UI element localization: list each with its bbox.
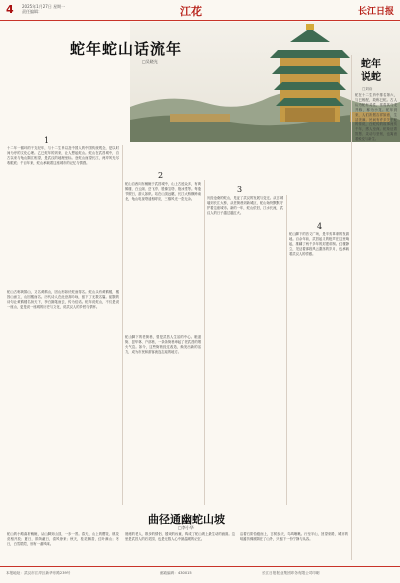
- sidebar-title: [354, 58, 388, 84]
- sidebar-byline: □刘诗: [362, 87, 373, 91]
- section-number-2: 2: [158, 171, 164, 180]
- article-title: 蛇年蛇山话流年: [70, 40, 183, 58]
- column-divider-3: [286, 195, 287, 505]
- footer-right: 长江日报报业集团印务有限公司印刷: [262, 571, 320, 575]
- section-title: 江花: [180, 5, 202, 18]
- column-2-text-top: 蛇山自西向东蜿蜒于武昌城中，山上古迹众多，有黄鹤楼、白云阁、岳飞亭、胜像宝塔、抱冰堂等。每逢节假日，游人如织。站在山顶远眺，长江大桥横跨南北，龟山电视塔遥相呼应，三镇风光一览无余。: [125, 182, 201, 201]
- column-2-text-bottom: 蛇山脚下的老街巷，曾是武昌人生活的中心。粮道街、昙华林、户部巷，一条条街巷串起了老武昌的烟火气息。如今，这些街巷经过改造，焕发出新的活力，成为市民和游客流连忘返的地方。: [125, 335, 201, 354]
- column-divider-1: [122, 145, 123, 505]
- sidebar-title-line-2: 说蛇: [361, 72, 381, 83]
- bottom-column-2: 晨练的老人、散步的情侣、嬉戏的孩童，构成了蛇山坡上最生动的画面。这里是武昌人的后花园，也是无数人心中最温暖的记忆。: [125, 532, 235, 541]
- page-footer: [0, 566, 400, 583]
- newspaper-name: 长江日报: [357, 7, 394, 17]
- section-number-3: 3: [237, 185, 243, 194]
- page-number: 4: [6, 3, 14, 16]
- date-line: [22, 4, 65, 14]
- footer-left: 本报地址：武汉市江岸区新华东路239号: [6, 571, 71, 575]
- column-divider-2: [204, 180, 205, 505]
- column-4-text: 蛇山脚下的首义广场，是辛亥革命的发源地。百余年前，武昌起义的枪声在这里响起，推翻了两千多年的封建帝制。红楼静立，见证着那段风云激荡的岁月，也承载着武汉人的骄傲。: [289, 232, 349, 256]
- page-header: [0, 0, 400, 22]
- column-1-text-top: 十二年一循环的干支纪年，与十二生肖以及中国人的中国传统观念，是以时间为序的文化心理。乙巳蛇年的到来，让人想起蛇山。蛇山在武昌城中，自古以来与龟山隔江相望，是武汉的地理坐标。登蛇山而望长江，两岸风光尽收眼底；千百年来，蛇山承载着这座城市的记忆与情感。: [7, 146, 119, 165]
- sidebar-text: 蛇在十二生肖中排名第六，与巳相配，故称巳蛇。古人认为蛇有灵性，常将其与龙并称，称为小龙。蛇年到来，人们祈愿吉祥如意，生活美满。民间有许多关于蛇的传说，白蛇传的故事流传千年，感人至深。蛇象征着智慧、灵动与坚韧，也寓意着蜕变与新生。: [355, 93, 397, 142]
- header-rule: [0, 20, 400, 21]
- bottom-article-byline: □李小华: [178, 525, 194, 530]
- section-number-4: 4: [317, 222, 323, 231]
- bottom-column-3: 沿着石阶拾级而上，古树参天，鸟鸣啾啾。行至半山，回望来路，城市的喧嚣仿佛被隔在了山外，只留下一份宁静与从容。: [240, 532, 348, 541]
- date-line-2: 责任编辑：: [22, 9, 42, 14]
- footer-rule: [0, 566, 400, 567]
- bottom-column-1: 蛇山的小路曲折蜿蜒，从山脚到山顶，一步一景。春天，山上的樱花、桃花竞相开放；夏日，浓荫蔽日，清风徐来；秋天，桂花飘香，红叶满山；冬日，白雪皑皑，别有一番风味。: [7, 532, 119, 546]
- sidebar-divider: [351, 55, 352, 560]
- sidebar-title-line-1: 蛇年: [361, 59, 381, 70]
- footer-middle: 邮政编码：430015: [160, 571, 192, 575]
- date-line-1: 2025年1月27日 星期一: [22, 4, 66, 9]
- column-3-text: 历经沧桑的蛇山，见证了武汉的发展与变迁。从古城墙到长江大桥，从老街巷到新城区，蛇山始终默默守护着这座城市。新的一年，蛇山依旧，江水长流，武汉人的日子越过越红火。: [207, 196, 283, 215]
- column-1-text-bottom: 蛇山古称黄鹄山，又名黄鹤山，因山形如伏蛇而得名。蛇山头有黄鹤楼，楼因山而立，山因楼而名。历代诗人在此登高吟咏，留下了无数名篇。崔颢的诗句让黄鹤楼名扬天下，李白搁笔而去，传为佳话。蛇年说蛇山，不仅是说一座山，更是说一座城的历史与文化，说武汉人的乡愁与情怀。: [7, 290, 119, 309]
- article-byline: □吴晓光: [142, 59, 158, 64]
- section-number-1: 1: [44, 136, 50, 145]
- bottom-article-title: 曲径通幽蛇山坡: [148, 513, 225, 526]
